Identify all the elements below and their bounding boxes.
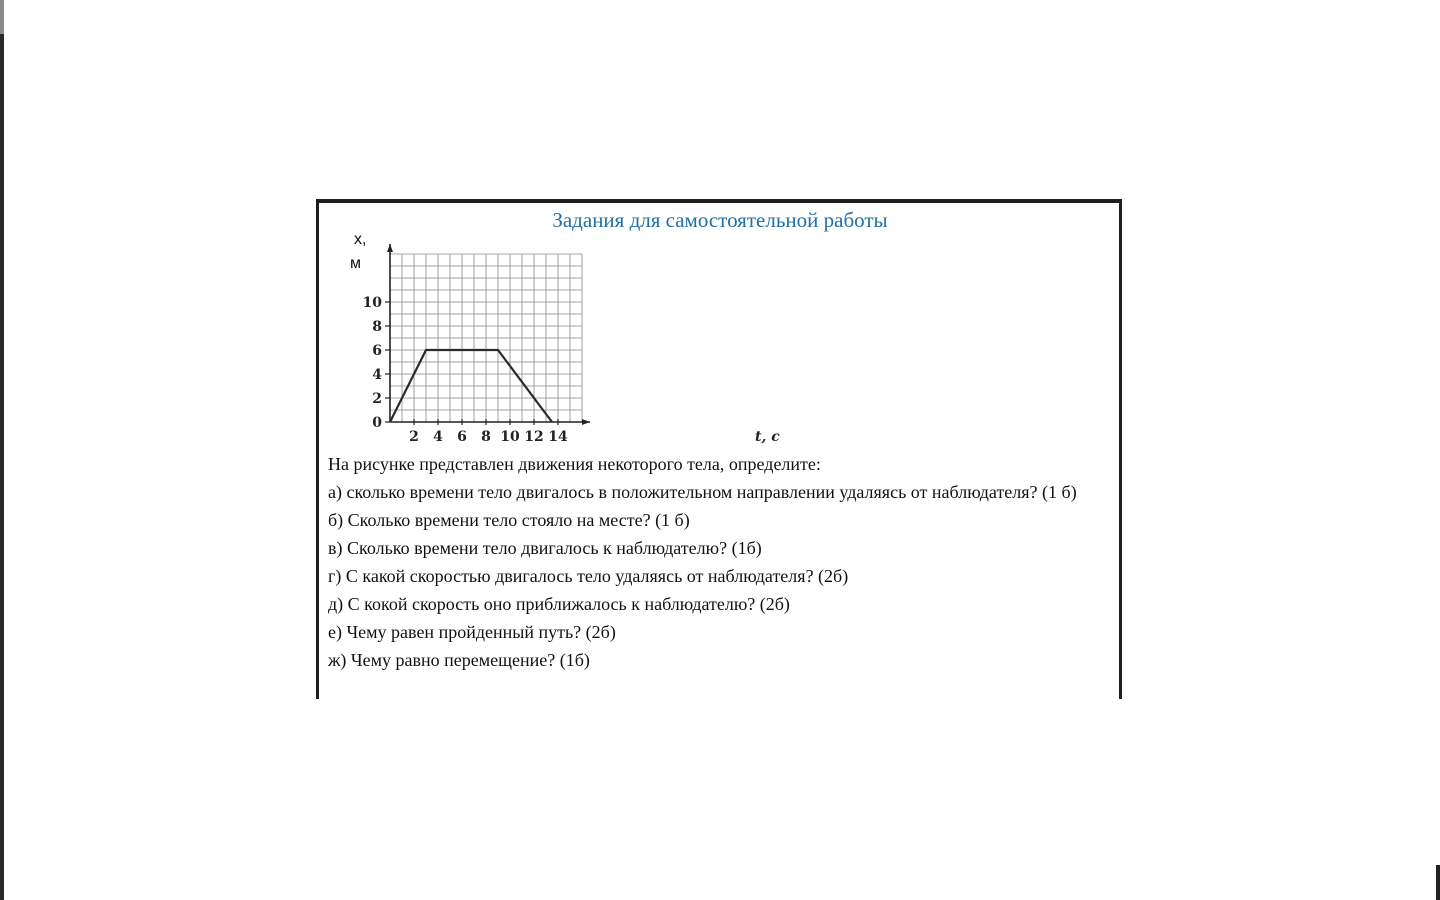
x-tick-label: 12 (524, 429, 544, 445)
window-edge-left-top (0, 0, 4, 34)
window-edge-right (1436, 865, 1440, 900)
y-axis-label-x: x, (354, 231, 367, 248)
y-axis-label-unit: м (350, 255, 361, 272)
y-tick-label: 10 (362, 295, 382, 311)
question-e: е) Чему равен пройденный путь? (2б) (328, 622, 616, 642)
position-time-graph (340, 225, 800, 450)
x-axis-arrow (582, 419, 590, 425)
graph-grid (390, 254, 582, 422)
x-tick-label: 4 (433, 429, 443, 445)
worksheet-title: Задания для самостоятельной работы (552, 208, 888, 232)
x-tick-label: 6 (457, 429, 467, 445)
x-axis-label: t, с (755, 429, 780, 445)
question-zh: ж) Чему равно перемещение? (1б) (328, 650, 590, 670)
question-g: г) С какой скоростью двигалось тело удаляясь от наблюдателя? (2б) (328, 566, 849, 586)
y-tick-label: 2 (372, 391, 382, 407)
x-tick-labels (409, 429, 568, 445)
x-tick-label: 2 (409, 429, 419, 445)
y-tick-label: 0 (372, 415, 382, 431)
x-tick-label: 8 (481, 429, 491, 445)
question-intro: На рисунке представлен движения некоторого тела, определите: (328, 454, 821, 474)
question-a: а) сколько времени тело двигалось в положительном направлении удаляясь от наблюдателя? (1 б) (328, 482, 1077, 502)
y-tick-label: 6 (372, 343, 382, 359)
y-tick-label: 4 (372, 367, 382, 383)
y-tick-labels (363, 295, 383, 431)
x-tick-label: 10 (500, 429, 520, 445)
y-axis-arrow (387, 244, 393, 252)
x-tick-label: 14 (548, 429, 568, 445)
y-tick-label: 8 (372, 319, 382, 335)
question-d: д) С кокой скорость оно приближалось к наблюдателю? (2б) (328, 594, 790, 614)
questions-block (328, 452, 1088, 676)
window-edge-left (0, 0, 4, 900)
question-v: в) Сколько времени тело двигалось к наблюдателю? (1б) (328, 538, 762, 558)
question-b: б) Сколько времени тело стояло на месте? (1 б) (328, 510, 690, 530)
